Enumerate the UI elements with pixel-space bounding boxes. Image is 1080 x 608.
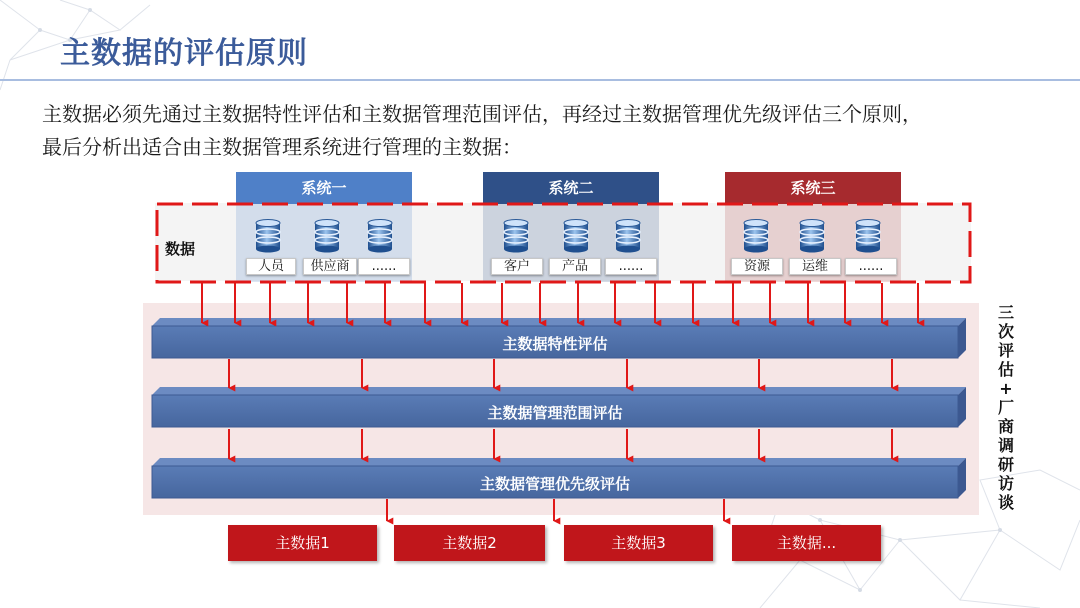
output-master-data-1: 主数据1 [228, 525, 377, 561]
arrows-to-stage-2 [229, 359, 892, 388]
dashed-data-frame [157, 204, 970, 282]
system-2-header: 系统二 [483, 172, 659, 204]
system-1-header: 系统一 [236, 172, 412, 204]
data-item-chip: 运维 [789, 258, 841, 275]
system-3-header: 系统三 [725, 172, 901, 204]
stage-3-label: 主数据管理优先级评估 [479, 475, 630, 493]
side-vertical-label: 三 次 评 估 + 厂 商 调 研 访 谈 [997, 303, 1014, 512]
output-master-data-3: 主数据3 [564, 525, 713, 561]
data-item-chip: ...... [358, 258, 410, 275]
intro-text-line-1: 主数据必须先通过主数据特性评估和主数据管理范围评估，再经过主数据管理优先级评估三个原则， [42, 102, 922, 126]
page-title: 主数据的评估原则 [60, 36, 308, 71]
output-master-data-more: 主数据... [732, 525, 881, 561]
arrows-to-stage-1 [202, 283, 918, 323]
stage-1-label: 主数据特性评估 [502, 335, 608, 353]
data-item-chip: 资源 [731, 258, 783, 275]
arrows-to-stage-3 [229, 429, 892, 459]
data-item-chip: 产品 [549, 258, 601, 275]
data-item-chip: ...... [605, 258, 657, 275]
arrows-to-outputs [387, 499, 724, 521]
output-master-data-2: 主数据2 [394, 525, 545, 561]
data-item-chip: 供应商 [303, 258, 357, 275]
data-item-chip: 人员 [246, 258, 296, 275]
intro-text-line-2: 最后分析出适合由主数据管理系统进行管理的主数据： [42, 135, 522, 159]
data-row-label: 数据 [165, 240, 196, 258]
stage-2-label: 主数据管理范围评估 [487, 404, 623, 422]
data-item-chip: ...... [845, 258, 897, 275]
data-item-chip: 客户 [491, 258, 543, 275]
